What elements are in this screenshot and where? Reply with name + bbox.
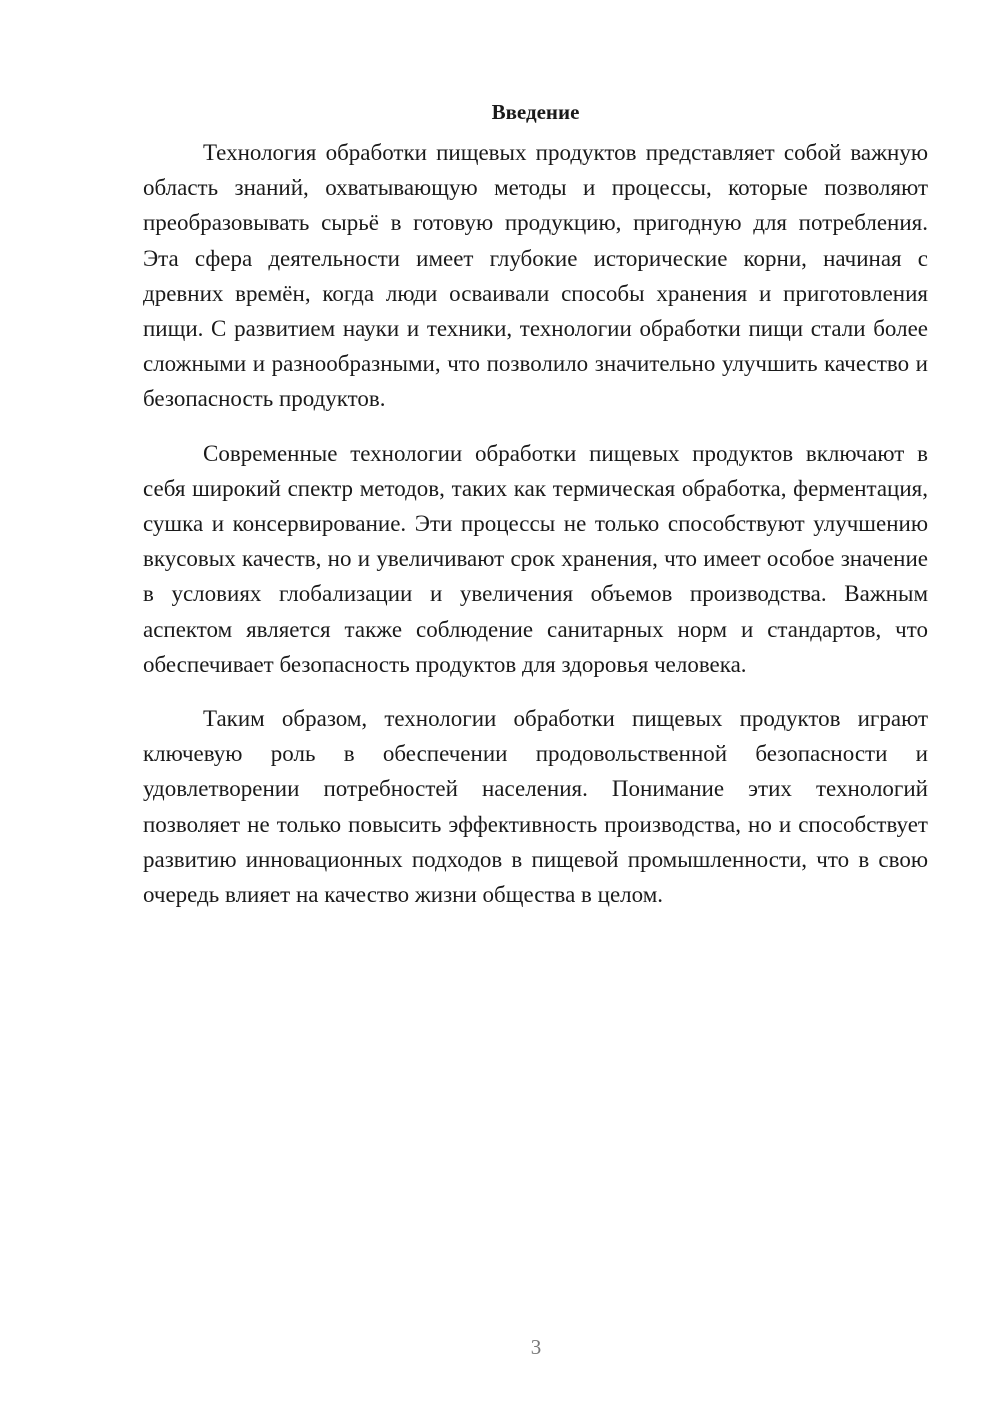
section-title: Введение <box>491 100 580 124</box>
paragraph-2: Современные технологии обработки пищевых продуктов включают в себя широкий спектр методов, таких как термическая обработка, ферментация, сушка и консервирование. Эти процессы не только способствуют улучшению вкусовых качеств, но и увеличивают срок хранения, что имеет особое значение в условиях глобализации и увеличения объемов производства. Важным аспектом является также соблюдение санитарных норм и стандартов, что обеспечивает безопасность продуктов для здоровья человека. <box>143 440 928 677</box>
paragraph-3: Таким образом, технологии обработки пищевых продуктов играют ключевую роль в обеспечении продовольственной безопасности и удовлетворении потребностей населения. Понимание этих технологий позволяет не только повысить эффективность производства, но и способствует развитию инновационных подходов в пищевой промышленности, что в свою очередь влияет на качество жизни общества в целом. <box>143 706 928 908</box>
page-content <box>143 98 928 931</box>
page-number: 3 <box>530 1335 542 1359</box>
paragraph-1: Технология обработки пищевых продуктов представляет собой важную область знаний, охватывающую методы и процессы, которые позволяют преобразовывать сырьё в готовую продукцию, пригодную для потребления. Эта сфера деятельности имеет глубокие исторические корни, начиная с древних времён, когда люди осваивали способы хранения и приготовления пищи. С развитием науки и техники, технологии обработки пищи стали более сложными и разнообразными, что позволило значительно улучшить качество и безопасность продуктов. <box>143 140 928 412</box>
